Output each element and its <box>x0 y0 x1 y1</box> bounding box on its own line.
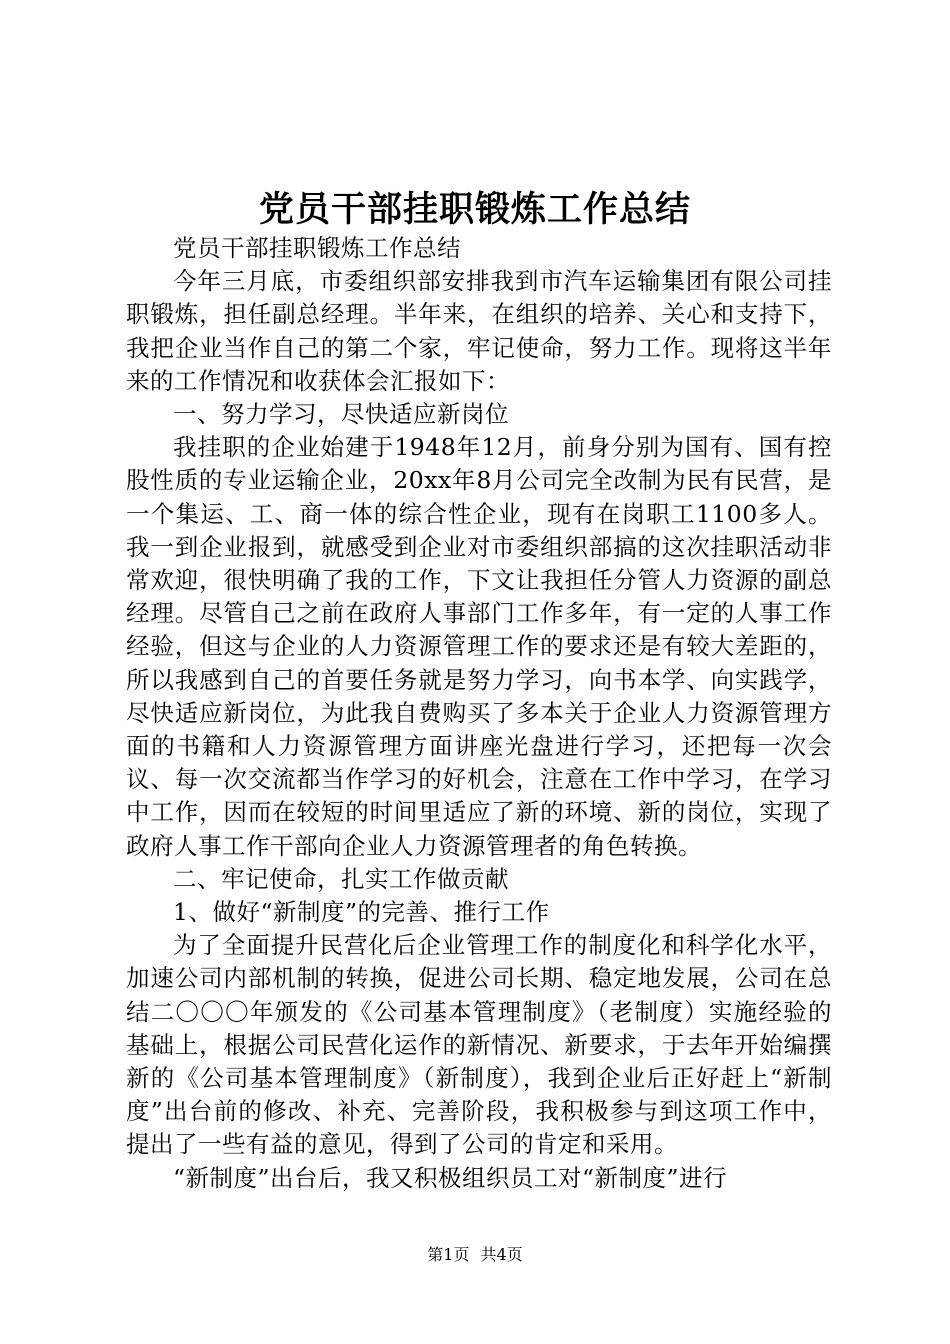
page-number: 第1页 <box>427 1245 470 1264</box>
section-heading-1: 一、努力学习，尽快适应新岗位 <box>173 400 509 429</box>
intro-paragraph: 今年三月底，市委组织部安排我到市汽车运输集团有限公司挂职锻炼，担任副总经理。半年来，在组织的培养、关心和支持下，我把企业当作自己的第二个家，牢记使命，努力工作。现将这半年来的工作情况和收获体会汇报如下： <box>126 267 832 395</box>
subsection-heading-1: 1、做好“新制度”的完善、推行工作 <box>173 898 550 927</box>
body-paragraph: 为了全面提升民营化后企业管理工作的制度化和科学化水平，加速公司内部机制的转换，促进公司长期、稳定地发展，公司在总结二〇〇〇年颁发的《公司基本管理制度》（老制度）实施经验的基础上，根据公司民营化运作的新情况、新要求，于去年开始编撰新的《公司基本管理制度》（新制度），我到企业后正好赶上“新制度”出台前的修改、补充、完善阶段，我积极参与到这项工作中，提出了一些有益的意见，得到了公司的肯定和采用。 <box>126 931 832 1159</box>
body-paragraph: 我挂职的企业始建于1948年12月，前身分别为国有、国有控股性质的专业运输企业，20xx年8月公司完全改制为民有民营，是一个集运、工、商一体的综合性企业，现有在岗职工1100多人。我一到企业报到，就感受到企业对市委组织部搞的这次挂职活动非常欢迎，很快明确了我的工作，下文让我担任分管人力资源的副总经理。尽管自己之前在政府人事部门工作多年，有一定的人事工作经验，但这与企业的人力资源管理工作的要求还是有较大差距的，所以我感到自己的首要任务就是努力学习，向书本学、向实践学，尽快适应新岗位，为此我自费购买了多本关于企业人力资源管理方面的书籍和人力资源管理方面讲座光盘进行学习，还把每一次会议、每一次交流都当作学习的好机会，注意在工作中学习，在学习中工作，因而在较短的时间里适应了新的环境、新的岗位，实现了政府人事工作干部向企业人力资源管理者的角色转换。 <box>126 433 832 860</box>
page-footer <box>0 1244 950 1266</box>
document-body <box>126 232 832 1195</box>
body-paragraph: “新制度”出台后，我又积极组织员工对“新制度”进行 <box>173 1163 728 1192</box>
section-heading-2: 二、牢记使命，扎实工作做贡献 <box>173 864 509 893</box>
subtitle-paragraph: 党员干部挂职锻炼工作总结 <box>173 234 461 262</box>
document-title: 党员干部挂职锻炼工作总结 <box>258 189 691 230</box>
page-total: 共4页 <box>480 1245 523 1264</box>
